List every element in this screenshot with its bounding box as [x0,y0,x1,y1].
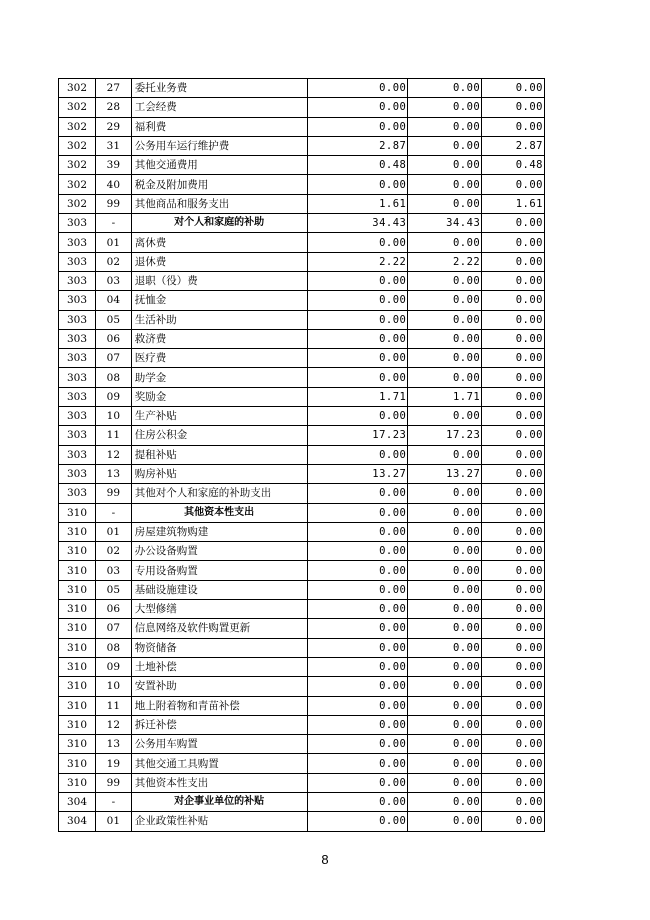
item-code-cell: 07 [95,619,131,638]
basic-expenditure-cell: 0.00 [408,349,482,368]
item-name-cell: 奖励金 [131,387,307,406]
item-name-cell: 大型修缮 [131,600,307,619]
item-name-cell: 医疗费 [131,349,307,368]
table-row [59,696,545,715]
table-row [59,252,545,271]
page-number: 8 [321,852,329,867]
project-expenditure-cell: 0.00 [482,503,545,522]
total-amount-cell: 0.00 [307,580,408,599]
table-row [59,310,545,329]
class-code-cell: 310 [59,735,96,754]
item-code-cell: 13 [95,735,131,754]
item-name-cell: 企业政策性补贴 [131,812,307,831]
total-amount-cell: 0.00 [307,638,408,657]
basic-expenditure-cell: 0.00 [408,79,482,98]
project-expenditure-cell: 0.00 [482,600,545,619]
item-code-cell: 02 [95,252,131,271]
total-amount-cell: 0.00 [307,98,408,117]
table-row [59,619,545,638]
class-code-cell: 303 [59,291,96,310]
class-code-cell: 310 [59,561,96,580]
class-code-cell: 303 [59,407,96,426]
item-name-cell: 退职（役）费 [131,271,307,290]
class-code-cell: 303 [59,271,96,290]
basic-expenditure-cell: 0.00 [408,194,482,213]
item-code-cell: 29 [95,117,131,136]
table-row [59,812,545,831]
project-expenditure-cell: 0.00 [482,426,545,445]
project-expenditure-cell: 0.00 [482,117,545,136]
basic-expenditure-cell: 0.00 [408,484,482,503]
item-name-cell: 住房公积金 [131,426,307,445]
item-code-cell: 04 [95,291,131,310]
basic-expenditure-cell: 0.00 [408,773,482,792]
basic-expenditure-cell: 0.00 [408,561,482,580]
basic-expenditure-cell: 0.00 [408,175,482,194]
basic-expenditure-cell: 0.00 [408,580,482,599]
basic-expenditure-cell: 0.00 [408,542,482,561]
item-code-cell: 99 [95,484,131,503]
total-amount-cell: 17.23 [307,426,408,445]
class-code-cell: 310 [59,580,96,599]
item-code-cell: 08 [95,638,131,657]
class-code-cell: 303 [59,387,96,406]
project-expenditure-cell: 0.00 [482,542,545,561]
class-code-cell: 304 [59,812,96,831]
table-row [59,561,545,580]
class-code-cell: 303 [59,426,96,445]
item-name-cell: 地上附着物和青苗补偿 [131,696,307,715]
total-amount-cell: 0.00 [307,329,408,348]
item-code-cell: 01 [95,233,131,252]
table-row [59,445,545,464]
project-expenditure-cell: 0.00 [482,252,545,271]
basic-expenditure-cell: 0.00 [408,677,482,696]
project-expenditure-cell: 0.00 [482,368,545,387]
total-amount-cell: 0.00 [307,677,408,696]
total-amount-cell: 0.00 [307,175,408,194]
total-amount-cell: 1.61 [307,194,408,213]
table-row [59,349,545,368]
table-row [59,677,545,696]
class-code-cell: 310 [59,677,96,696]
item-name-cell: 退休费 [131,252,307,271]
project-expenditure-cell: 0.00 [482,484,545,503]
class-code-cell: 303 [59,464,96,483]
table-row [59,194,545,213]
basic-expenditure-cell: 0.00 [408,98,482,117]
basic-expenditure-cell: 1.71 [408,387,482,406]
item-code-cell: 07 [95,349,131,368]
project-expenditure-cell: 0.00 [482,619,545,638]
basic-expenditure-cell: 0.00 [408,638,482,657]
item-code-cell: 09 [95,657,131,676]
item-code-cell: 19 [95,754,131,773]
item-code-cell: 01 [95,522,131,541]
project-expenditure-cell: 0.00 [482,735,545,754]
class-code-cell: 302 [59,156,96,175]
basic-expenditure-cell: 0.00 [408,600,482,619]
total-amount-cell: 0.00 [307,79,408,98]
item-name-cell: 提租补贴 [131,445,307,464]
total-amount-cell: 34.43 [307,214,408,233]
table-row [59,271,545,290]
project-expenditure-cell: 2.87 [482,136,545,155]
total-amount-cell: 0.00 [307,600,408,619]
item-name-cell: 离休费 [131,233,307,252]
basic-expenditure-cell: 0.00 [408,715,482,734]
project-expenditure-cell: 0.48 [482,156,545,175]
item-name-cell: 拆迁补偿 [131,715,307,734]
total-amount-cell: 0.00 [307,233,408,252]
item-name-cell: 安置补助 [131,677,307,696]
class-code-cell: 302 [59,79,96,98]
class-code-cell: 302 [59,136,96,155]
project-expenditure-cell: 0.00 [482,638,545,657]
table-row [59,503,545,522]
class-code-cell: 303 [59,484,96,503]
item-code-cell: 12 [95,445,131,464]
project-expenditure-cell: 0.00 [482,79,545,98]
item-name-cell: 专用设备购置 [131,561,307,580]
total-amount-cell: 0.00 [307,407,408,426]
item-name-cell: 福利费 [131,117,307,136]
total-amount-cell: 0.00 [307,696,408,715]
class-code-cell: 310 [59,522,96,541]
item-name-cell: 助学金 [131,368,307,387]
total-amount-cell: 0.00 [307,792,408,811]
basic-expenditure-cell: 0.00 [408,407,482,426]
basic-expenditure-cell: 0.00 [408,812,482,831]
project-expenditure-cell: 0.00 [482,329,545,348]
table-row [59,368,545,387]
project-expenditure-cell: 0.00 [482,580,545,599]
class-code-cell: 302 [59,98,96,117]
project-expenditure-cell: 0.00 [482,812,545,831]
class-code-cell: 303 [59,368,96,387]
project-expenditure-cell: 0.00 [482,677,545,696]
item-name-cell: 税金及附加费用 [131,175,307,194]
table-row [59,657,545,676]
category-name-cell: 其他资本性支出 [131,503,307,522]
table-row [59,580,545,599]
basic-expenditure-cell: 17.23 [408,426,482,445]
project-expenditure-cell: 0.00 [482,522,545,541]
table-row [59,600,545,619]
project-expenditure-cell: 0.00 [482,696,545,715]
item-code-cell: 05 [95,310,131,329]
project-expenditure-cell: 0.00 [482,445,545,464]
total-amount-cell: 0.00 [307,291,408,310]
total-amount-cell: 0.00 [307,619,408,638]
basic-expenditure-cell: 0.00 [408,271,482,290]
total-amount-cell: 1.71 [307,387,408,406]
project-expenditure-cell: 0.00 [482,773,545,792]
item-code-cell: 13 [95,464,131,483]
table-row [59,291,545,310]
class-code-cell: 303 [59,233,96,252]
category-name-cell: 对企事业单位的补贴 [131,792,307,811]
table-row [59,175,545,194]
class-code-cell: 310 [59,638,96,657]
total-amount-cell: 0.00 [307,368,408,387]
project-expenditure-cell: 0.00 [482,98,545,117]
item-code-cell: - [95,792,131,811]
item-name-cell: 购房补贴 [131,464,307,483]
class-code-cell: 310 [59,773,96,792]
table-row [59,484,545,503]
project-expenditure-cell: 0.00 [482,271,545,290]
item-code-cell: 12 [95,715,131,734]
basic-expenditure-cell: 0.00 [408,792,482,811]
item-code-cell: 40 [95,175,131,194]
project-expenditure-cell: 0.00 [482,214,545,233]
total-amount-cell: 0.00 [307,754,408,773]
total-amount-cell: 0.00 [307,773,408,792]
item-name-cell: 信息网络及软件购置更新 [131,619,307,638]
basic-expenditure-cell: 0.00 [408,117,482,136]
category-name-cell: 对个人和家庭的补助 [131,214,307,233]
table-row [59,117,545,136]
project-expenditure-cell: 0.00 [482,657,545,676]
basic-expenditure-cell: 0.00 [408,522,482,541]
total-amount-cell: 2.22 [307,252,408,271]
project-expenditure-cell: 0.00 [482,464,545,483]
basic-expenditure-cell: 0.00 [408,291,482,310]
item-name-cell: 抚恤金 [131,291,307,310]
total-amount-cell: 0.00 [307,484,408,503]
table-row [59,754,545,773]
class-code-cell: 303 [59,329,96,348]
item-code-cell: 06 [95,600,131,619]
item-code-cell: 27 [95,79,131,98]
class-code-cell: 303 [59,252,96,271]
total-amount-cell: 0.00 [307,310,408,329]
total-amount-cell: 0.00 [307,735,408,754]
item-code-cell: - [95,503,131,522]
total-amount-cell: 2.87 [307,136,408,155]
total-amount-cell: 0.00 [307,561,408,580]
item-code-cell: 09 [95,387,131,406]
class-code-cell: 310 [59,619,96,638]
class-code-cell: 310 [59,715,96,734]
class-code-cell: 302 [59,117,96,136]
project-expenditure-cell: 1.61 [482,194,545,213]
class-code-cell: 303 [59,214,96,233]
project-expenditure-cell: 0.00 [482,715,545,734]
item-code-cell: 99 [95,194,131,213]
table-row [59,638,545,657]
total-amount-cell: 0.00 [307,715,408,734]
basic-expenditure-cell: 0.00 [408,136,482,155]
item-code-cell: 02 [95,542,131,561]
item-name-cell: 工会经费 [131,98,307,117]
table-row [59,98,545,117]
class-code-cell: 303 [59,310,96,329]
item-code-cell: 11 [95,426,131,445]
total-amount-cell: 0.00 [307,445,408,464]
class-code-cell: 310 [59,696,96,715]
class-code-cell: 303 [59,445,96,464]
basic-expenditure-cell: 0.00 [408,696,482,715]
item-name-cell: 其他交通费用 [131,156,307,175]
class-code-cell: 310 [59,542,96,561]
total-amount-cell: 0.00 [307,522,408,541]
expenditure-table [58,78,545,832]
class-code-cell: 304 [59,792,96,811]
item-code-cell: 28 [95,98,131,117]
item-name-cell: 土地补偿 [131,657,307,676]
item-code-cell: 31 [95,136,131,155]
total-amount-cell: 13.27 [307,464,408,483]
total-amount-cell: 0.00 [307,657,408,676]
item-name-cell: 救济费 [131,329,307,348]
total-amount-cell: 0.00 [307,812,408,831]
table-row [59,426,545,445]
item-name-cell: 物资储备 [131,638,307,657]
basic-expenditure-cell: 0.00 [408,619,482,638]
table-row [59,735,545,754]
class-code-cell: 302 [59,194,96,213]
project-expenditure-cell: 0.00 [482,349,545,368]
basic-expenditure-cell: 0.00 [408,310,482,329]
basic-expenditure-cell: 34.43 [408,214,482,233]
item-code-cell: 11 [95,696,131,715]
table-row [59,407,545,426]
item-name-cell: 基础设施建设 [131,580,307,599]
table-row [59,792,545,811]
item-name-cell: 公务用车运行维护费 [131,136,307,155]
class-code-cell: 302 [59,175,96,194]
project-expenditure-cell: 0.00 [482,310,545,329]
basic-expenditure-cell: 0.00 [408,329,482,348]
item-name-cell: 其他对个人和家庭的补助支出 [131,484,307,503]
item-name-cell: 生产补贴 [131,407,307,426]
item-code-cell: - [95,214,131,233]
item-code-cell: 10 [95,677,131,696]
table-row [59,156,545,175]
item-name-cell: 其他商品和服务支出 [131,194,307,213]
item-code-cell: 08 [95,368,131,387]
project-expenditure-cell: 0.00 [482,233,545,252]
class-code-cell: 310 [59,503,96,522]
table-body [59,79,545,832]
basic-expenditure-cell: 2.22 [408,252,482,271]
item-name-cell: 办公设备购置 [131,542,307,561]
table-row [59,522,545,541]
item-name-cell: 其他资本性支出 [131,773,307,792]
table-row [59,387,545,406]
basic-expenditure-cell: 0.00 [408,156,482,175]
item-name-cell: 公务用车购置 [131,735,307,754]
total-amount-cell: 0.00 [307,271,408,290]
basic-expenditure-cell: 13.27 [408,464,482,483]
table-row [59,136,545,155]
basic-expenditure-cell: 0.00 [408,657,482,676]
item-code-cell: 10 [95,407,131,426]
item-name-cell: 委托业务费 [131,79,307,98]
item-name-cell: 生活补助 [131,310,307,329]
table-row [59,542,545,561]
basic-expenditure-cell: 0.00 [408,503,482,522]
item-code-cell: 03 [95,561,131,580]
project-expenditure-cell: 0.00 [482,407,545,426]
item-code-cell: 99 [95,773,131,792]
item-code-cell: 39 [95,156,131,175]
project-expenditure-cell: 0.00 [482,291,545,310]
table-row [59,79,545,98]
basic-expenditure-cell: 0.00 [408,735,482,754]
basic-expenditure-cell: 0.00 [408,445,482,464]
class-code-cell: 310 [59,657,96,676]
project-expenditure-cell: 0.00 [482,175,545,194]
project-expenditure-cell: 0.00 [482,754,545,773]
total-amount-cell: 0.00 [307,349,408,368]
total-amount-cell: 0.48 [307,156,408,175]
item-name-cell: 房屋建筑物购建 [131,522,307,541]
basic-expenditure-cell: 0.00 [408,233,482,252]
project-expenditure-cell: 0.00 [482,561,545,580]
item-code-cell: 03 [95,271,131,290]
project-expenditure-cell: 0.00 [482,387,545,406]
class-code-cell: 303 [59,349,96,368]
item-code-cell: 06 [95,329,131,348]
item-name-cell: 其他交通工具购置 [131,754,307,773]
table-row [59,715,545,734]
table-row [59,214,545,233]
class-code-cell: 310 [59,754,96,773]
item-code-cell: 01 [95,812,131,831]
table-row [59,773,545,792]
table-row [59,329,545,348]
basic-expenditure-cell: 0.00 [408,754,482,773]
class-code-cell: 310 [59,600,96,619]
basic-expenditure-cell: 0.00 [408,368,482,387]
project-expenditure-cell: 0.00 [482,792,545,811]
item-code-cell: 05 [95,580,131,599]
total-amount-cell: 0.00 [307,542,408,561]
total-amount-cell: 0.00 [307,117,408,136]
total-amount-cell: 0.00 [307,503,408,522]
table-row [59,464,545,483]
table-row [59,233,545,252]
